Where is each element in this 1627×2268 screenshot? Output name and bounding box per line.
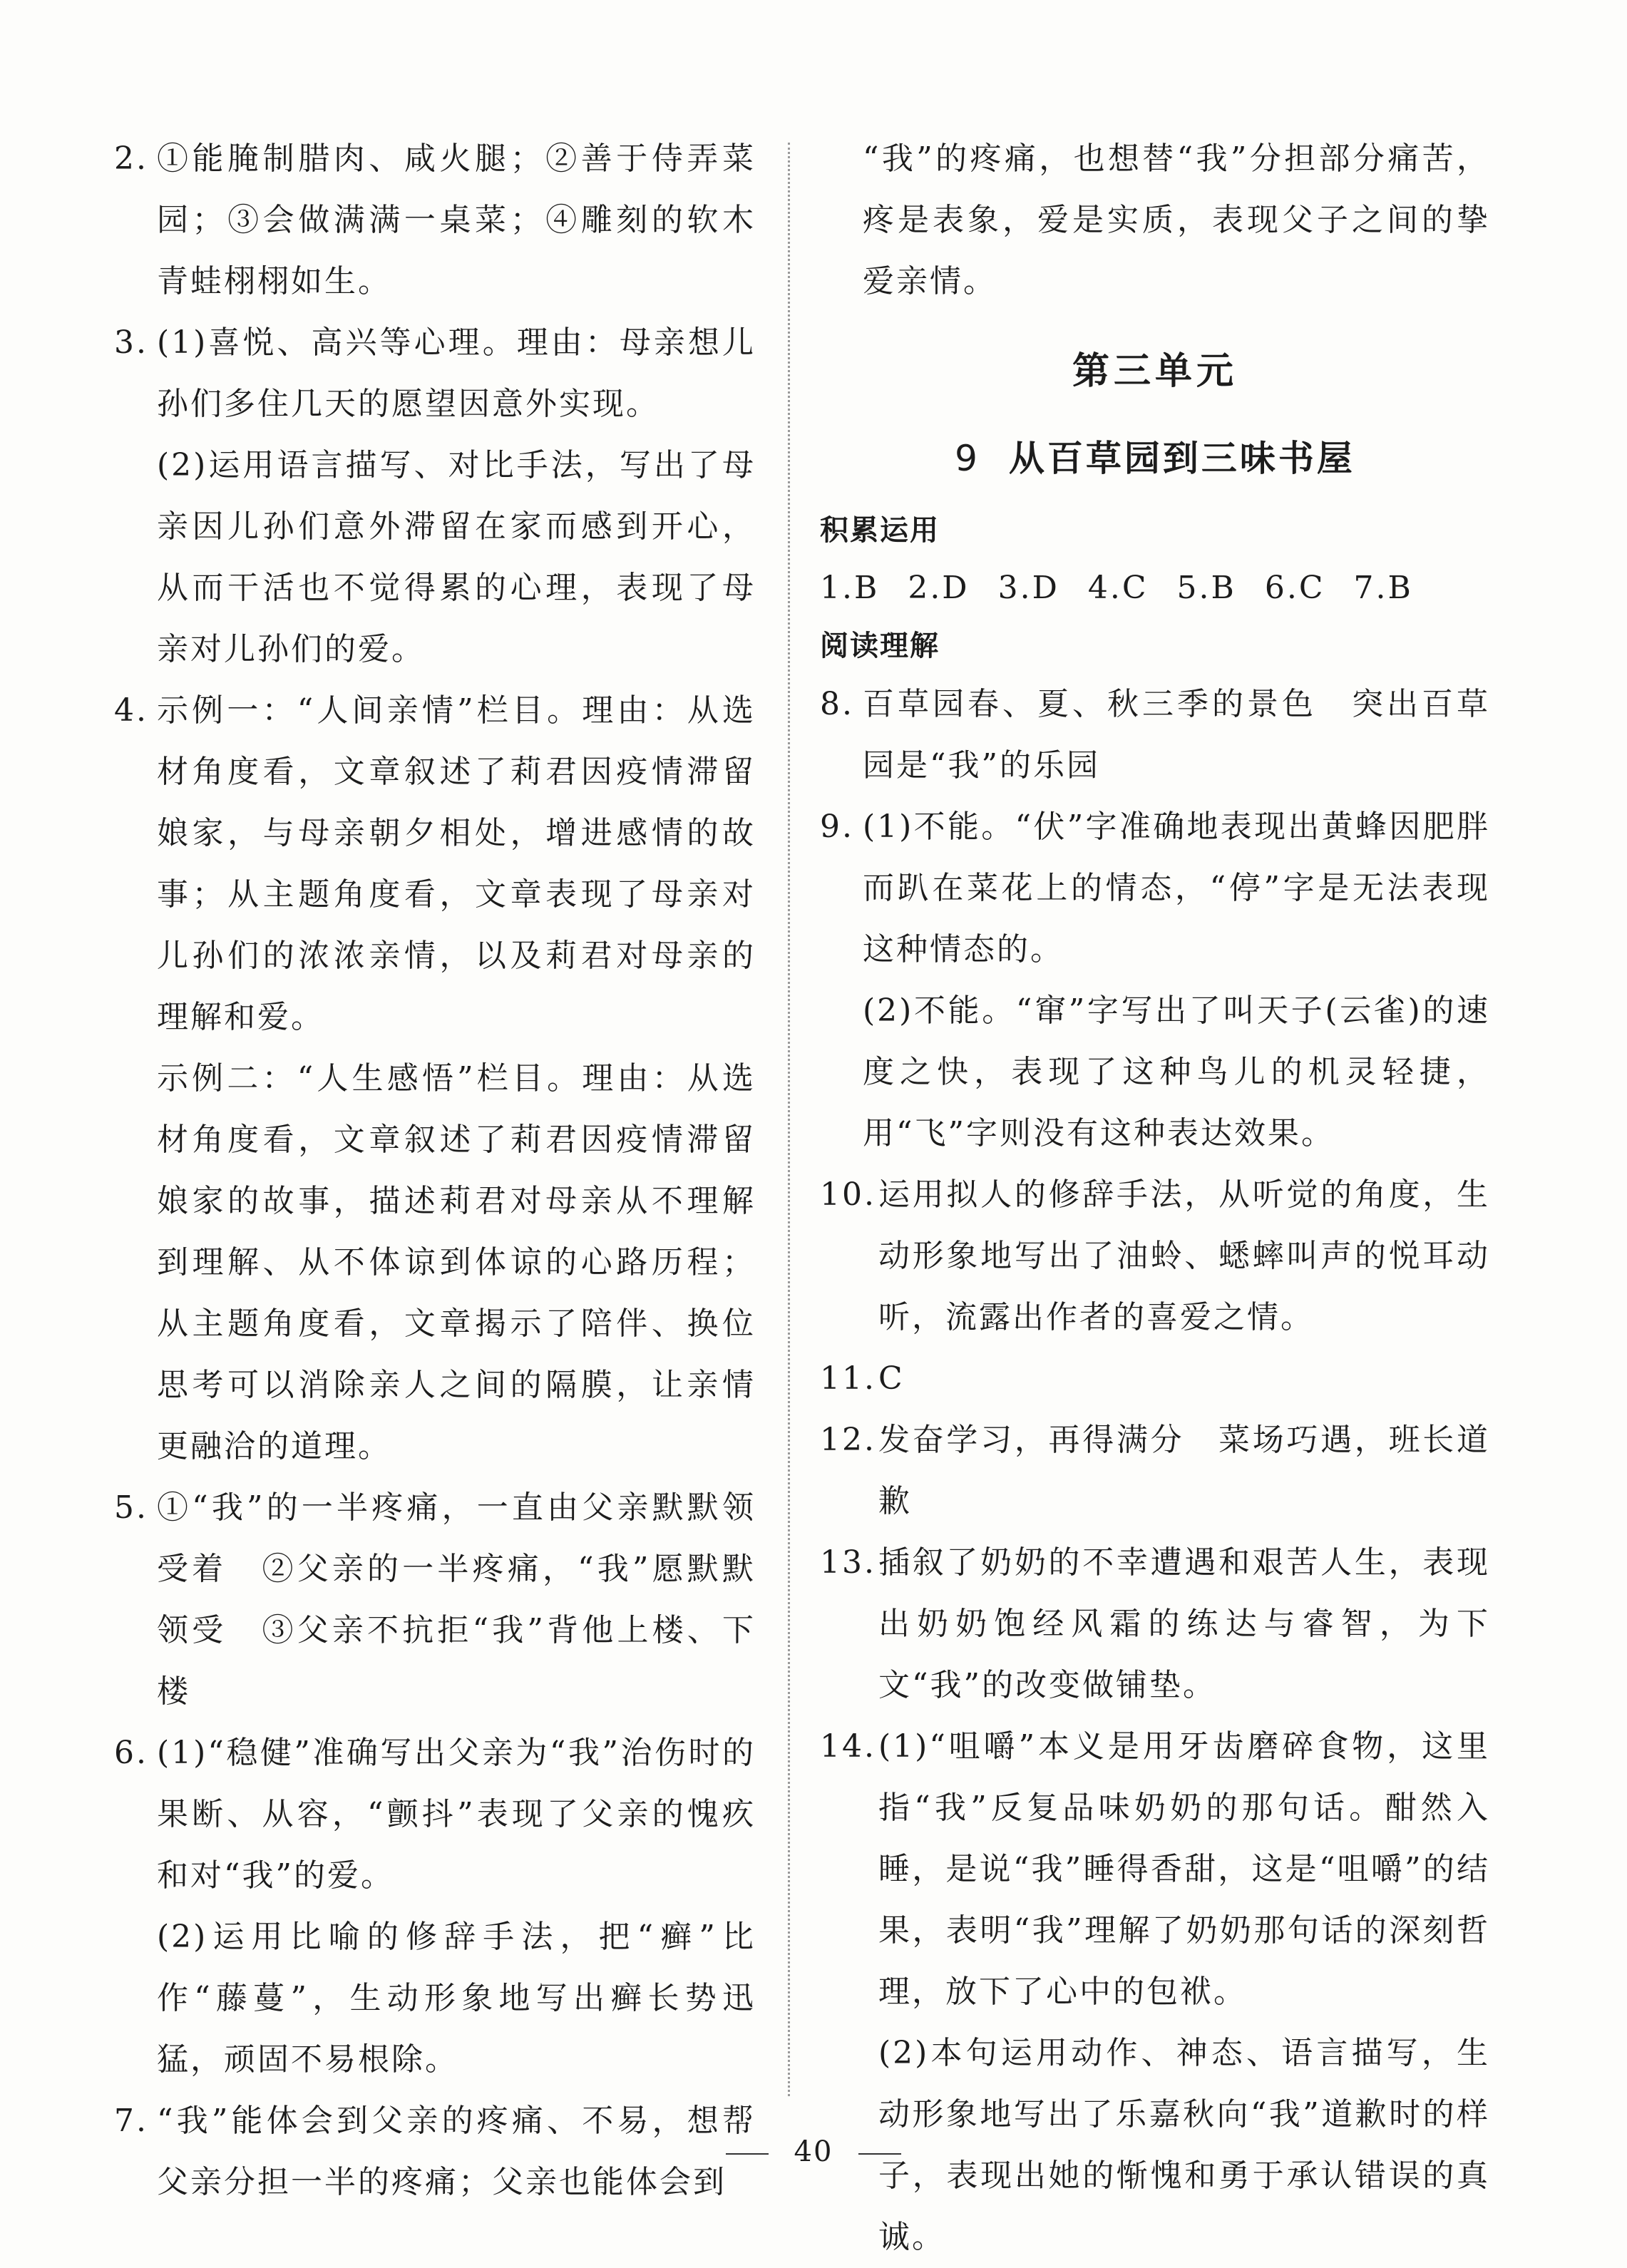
mc-answer: 3.D [997, 570, 1059, 606]
page-dash-left [726, 2153, 769, 2155]
answer-9-part2: (2)不能。“窜”字写出了叫天子(云雀)的速度之快，表现了这种鸟儿的机灵轻捷，用“飞”字则没有这种表达效果。 [863, 992, 1490, 1151]
answer-4 [114, 680, 756, 1048]
page-dash-right [858, 2153, 901, 2155]
answer-text: (1)“咀嚼”本义是用牙齿磨碎食物，这里指“我”反复品味奶奶的那句话。酣然入睡，是说“我”睡得香甜，这是“咀嚼”的结果，表明“我”理解了奶奶那句话的深刻哲理，放下了心中的包袱。 [878, 1728, 1490, 2010]
answer-number: 4. [114, 692, 148, 729]
page-number [0, 2135, 1627, 2168]
page-number-value: 40 [794, 2135, 833, 2168]
answer-13 [820, 1532, 1490, 1716]
unit-title: 第三单元 [1072, 350, 1238, 393]
answer-3 [114, 312, 756, 435]
section-heading-reading: 阅读理解 [820, 630, 940, 662]
answer-12 [820, 1410, 1490, 1532]
multiple-choice-answers [820, 558, 1490, 618]
answer-10 [820, 1164, 1490, 1348]
answer-text: (1)喜悦、高兴等心理。理由：母亲想儿孙们多住几天的愿望因意外实现。 [157, 324, 756, 422]
answer-number: 12. [820, 1422, 876, 1458]
answer-6 [114, 1723, 756, 1907]
mc-answer: 2.D [908, 570, 970, 606]
answer-3-part2: (2)运用语言描写、对比手法，写出了母亲因儿孙们意外滞留在家而感到开心，从而干活也不觉得累的心理，表现了母亲对儿孙们的爱。 [157, 447, 756, 667]
column-divider [788, 143, 790, 2096]
answer-text: 运用拟人的修辞手法，从听觉的角度，生动形象地写出了油蛉、蟋蟀叫声的悦耳动听，流露出作者的喜爱之情。 [878, 1176, 1490, 1335]
answer-text: 百草园春、夏、秋三季的景色 突出百草园是“我”的乐园 [863, 686, 1490, 784]
answer-number: 14. [820, 1728, 876, 1765]
mc-answer: 1.B [820, 570, 880, 606]
answer-number: 3. [114, 324, 148, 361]
answer-number: 5. [114, 1489, 148, 1526]
mc-answer: 5.B [1176, 570, 1236, 606]
answer-11 [820, 1348, 1490, 1410]
answer-text: (1)不能。“伏”字准确地表现出黄蜂因肥胖而趴在菜花上的情态，“停”字是无法表现这种情态的。 [863, 809, 1490, 968]
lesson-number: 9 [955, 438, 980, 479]
answer-2 [114, 128, 756, 312]
left-column [114, 128, 756, 2213]
answer-4-part2: 示例二：“人生感悟”栏目。理由：从选材角度看，文章叙述了莉君因疫情滞留娘家的故事，描述莉君对母亲从不理解到理解、从不体谅到体谅的心路历程；从主题角度看，文章揭示了陪伴、换位思考可以消除亲人之间的隔膜，让亲情更融洽的道理。 [157, 1060, 756, 1464]
right-column [820, 128, 1490, 2268]
answer-5 [114, 1477, 756, 1723]
answer-14 [820, 1716, 1490, 2023]
answer-6-part2: (2)运用比喻的修辞手法，把“癣”比作“藤蔓”，生动形象地写出癣长势迅猛，顽固不易根除。 [157, 1919, 756, 2078]
answer-text: (1)“稳健”准确写出父亲为“我”治伤时的果断、从容，“颤抖”表现了父亲的愧疚和对“我”的爱。 [157, 1735, 756, 1894]
answer-9 [820, 796, 1490, 980]
section-heading-accumulate: 积累运用 [820, 514, 940, 547]
answer-number: 7. [114, 2103, 148, 2139]
answer-number: 11. [820, 1360, 876, 1397]
answer-text: 示例一：“人间亲情”栏目。理由：从选材角度看，文章叙述了莉君因疫情滞留娘家，与母亲朝夕相处，增进感情的故事；从主题角度看，文章表现了母亲对儿孙们的浓浓亲情，以及莉君对母亲的理解和爱。 [157, 692, 756, 1035]
answer-7-continued: “我”的疼痛，也想替“我”分担部分痛苦，疼是表象，爱是实质，表现父子之间的挚爱亲情。 [863, 140, 1490, 299]
answer-number: 8. [820, 686, 854, 722]
answer-text: ①“我”的一半疼痛，一直由父亲默默领受着 ②父亲的一半疼痛，“我”愿默默领受 ③父亲不抗拒“我”背他上楼、下楼 [157, 1489, 756, 1710]
mc-answer: 4.C [1087, 570, 1149, 606]
answer-text: 插叙了奶奶的不幸遭遇和艰苦人生，表现出奶奶饱经风霜的练达与睿智，为下文“我”的改变做铺垫。 [878, 1544, 1490, 1703]
answer-text: “我”能体会到父亲的疼痛、不易，想帮父亲分担一半的疼痛；父亲也能体会到 [157, 2103, 756, 2200]
mc-answer: 6.C [1264, 570, 1325, 606]
answer-number: 13. [820, 1544, 876, 1581]
lesson-name: 从百草园到三味书屋 [1008, 438, 1355, 479]
answer-number: 6. [114, 1735, 148, 1771]
answer-number: 2. [114, 140, 148, 177]
answer-number: 9. [820, 809, 854, 845]
mc-answer: 7.B [1353, 570, 1413, 606]
answer-8 [820, 674, 1490, 796]
answer-number: 10. [820, 1176, 876, 1213]
answer-text: ①能腌制腊肉、咸火腿；②善于侍弄菜园；③会做满满一桌菜；④雕刻的软木青蛙栩栩如生。 [157, 140, 756, 299]
answer-text: 发奋学习，再得满分 菜场巧遇，班长道歉 [878, 1422, 1490, 1519]
answer-14-part2: (2)本句运用动作、神态、语言描写，生动形象地写出了乐嘉秋向“我”道歉时的样子，表现出她的惭愧和勇于承认错误的真诚。 [878, 2035, 1490, 2255]
answer-text: C [878, 1360, 905, 1397]
lesson-title [820, 430, 1490, 481]
